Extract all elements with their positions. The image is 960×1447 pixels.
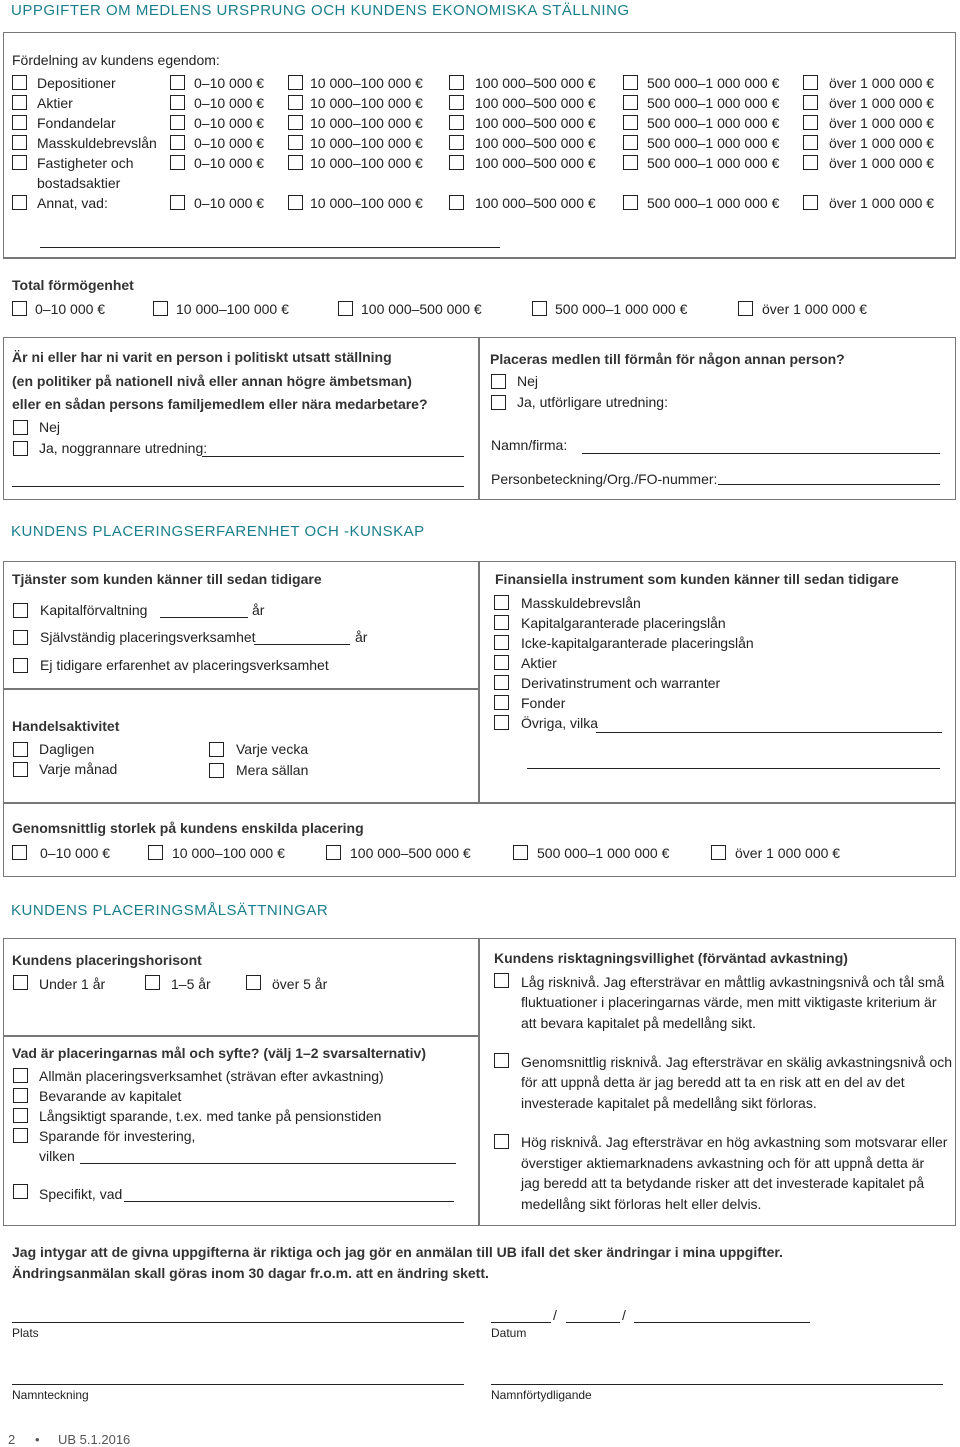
services-label-3: Ej tidigare erfarenhet av placeringsverksamhet: [40, 657, 329, 673]
asset-range-label: över 1 000 000 €: [829, 75, 935, 91]
date-separator-2: /: [622, 1307, 626, 1323]
asset-range-checkbox[interactable]: [449, 155, 464, 170]
purpose-label-2: Bevarande av kapitalet: [39, 1088, 182, 1104]
asset-range-label: 10 000–100 000 €: [310, 115, 423, 131]
instrument-label: Kapitalgaranterade placeringslån: [521, 615, 726, 631]
total-range-label: över 1 000 000 €: [762, 301, 868, 317]
risk-high-line-1: Hög risknivå. Jag eftersträvar en hög avkastning som motsvarar eller: [521, 1134, 948, 1150]
purpose-checkbox-4[interactable]: [13, 1128, 28, 1143]
total-range-checkbox[interactable]: [532, 301, 547, 316]
risk-mid-checkbox[interactable]: [494, 1053, 509, 1068]
footer-bullet: •: [35, 1432, 40, 1447]
asset-row-checkbox[interactable]: [12, 115, 27, 130]
section-title-origin: UPPGIFTER OM MEDLENS URSPRUNG OCH KUNDENS EKONOMISKA STÄLLNING: [11, 2, 630, 19]
asset-range-label: 500 000–1 000 000 €: [647, 75, 780, 91]
risk-high-line-2: överstiger aktiemarknadens avkastning och för att uppnå detta är: [521, 1155, 925, 1171]
beneficiary-name-field[interactable]: [582, 453, 940, 454]
asset-range-checkbox[interactable]: [803, 115, 818, 130]
asset-range-label: 500 000–1 000 000 €: [647, 115, 780, 131]
risk-high-line-3: jag beredd att ta betydande risker att det investerade kapitalet på: [521, 1175, 925, 1191]
trading-rarely-checkbox[interactable]: [209, 763, 224, 778]
risk-mid-line-2: för att uppnå detta är jag beredd att ta en risk att en del av det: [521, 1074, 905, 1090]
footer-code: UB 5.1.2016: [58, 1432, 131, 1447]
instrument-checkbox[interactable]: [494, 615, 509, 630]
asset-range-checkbox[interactable]: [170, 95, 185, 110]
assets-title: Fördelning av kundens egendom:: [12, 52, 220, 68]
instrument-checkbox[interactable]: [494, 595, 509, 610]
instrument-label: Derivatinstrument och warranter: [521, 675, 721, 691]
pep-no-label: Nej: [39, 419, 61, 435]
asset-range-checkbox[interactable]: [288, 135, 303, 150]
services-years-field-2[interactable]: [254, 644, 350, 645]
instrument-label: Aktier: [521, 655, 557, 671]
asset-range-label: över 1 000 000 €: [829, 135, 935, 151]
asset-range-checkbox[interactable]: [623, 195, 638, 210]
asset-range-label: 0–10 000 €: [194, 155, 265, 171]
horizon-label-2: 1–5 år: [171, 976, 211, 992]
purpose-label-4: Sparande för investering,: [39, 1128, 196, 1144]
instrument-label: Masskuldebrevslån: [521, 595, 641, 611]
trading-monthly-checkbox[interactable]: [13, 762, 28, 777]
asset-range-label: 10 000–100 000 €: [310, 75, 423, 91]
total-range-label: 0–10 000 €: [35, 301, 106, 317]
asset-range-checkbox[interactable]: [803, 155, 818, 170]
date-year-field[interactable]: [634, 1322, 810, 1323]
page-number: 2: [8, 1432, 16, 1447]
purpose-specific-field[interactable]: [124, 1201, 454, 1202]
pep-question-2: (en politiker på nationell nivå eller annan högre ämbetsman): [12, 373, 412, 389]
horizon-label-1: Under 1 år: [39, 976, 106, 992]
asset-range-label: 0–10 000 €: [194, 135, 265, 151]
pep-question-1: Är ni eller har ni varit en person i politiskt utsatt ställning: [12, 349, 392, 365]
risk-high-checkbox[interactable]: [494, 1134, 509, 1149]
asset-range-label: 0–10 000 €: [194, 115, 265, 131]
asset-row-checkbox[interactable]: [12, 155, 27, 170]
avg-size-box: [3, 803, 956, 877]
trading-title: Handelsaktivitet: [12, 718, 120, 734]
asset-range-checkbox[interactable]: [449, 75, 464, 90]
avg-size-range-checkbox[interactable]: [148, 845, 163, 860]
asset-range-checkbox[interactable]: [449, 135, 464, 150]
trading-monthly-label: Varje månad: [39, 761, 118, 777]
asset-row-checkbox[interactable]: [12, 195, 27, 210]
asset-range-checkbox[interactable]: [449, 95, 464, 110]
declaration-line-2: Ändringsanmälan skall göras inom 30 dagar fr.o.m. att en ändring skett.: [12, 1265, 489, 1281]
pep-question-3: eller en sådan persons familjemedlem eller nära medarbetare?: [12, 396, 428, 412]
asset-range-label: 100 000–500 000 €: [475, 135, 596, 151]
asset-range-label: 0–10 000 €: [194, 95, 265, 111]
date-label: Datum: [491, 1326, 527, 1340]
trading-rarely-label: Mera sällan: [236, 762, 309, 778]
total-range-checkbox[interactable]: [153, 301, 168, 316]
beneficiary-question: Placeras medlen till förmån för någon annan person?: [490, 351, 845, 367]
risk-low-line-3: att bevara kapitalet på medellång sikt.: [521, 1015, 757, 1031]
avg-size-range-checkbox[interactable]: [513, 845, 528, 860]
asset-row-checkbox[interactable]: [12, 135, 27, 150]
asset-range-label: 100 000–500 000 €: [475, 95, 596, 111]
asset-range-label: 10 000–100 000 €: [310, 95, 423, 111]
asset-range-label: över 1 000 000 €: [829, 155, 935, 171]
asset-row-label: Masskuldebrevslån: [37, 135, 157, 151]
services-checkbox-1[interactable]: [13, 603, 28, 618]
declaration-line-1: Jag intygar att de givna uppgifterna är riktiga och jag gör en anmälan till UB ifall det sker ändringar i mina uppgifter.: [12, 1244, 783, 1260]
name-clarification-label: Namnförtydligande: [491, 1388, 592, 1402]
date-separator-1: /: [553, 1307, 557, 1323]
purpose-label-3: Långsiktigt sparande, t.ex. med tanke på pensionstiden: [39, 1108, 382, 1124]
beneficiary-name-label: Namn/firma:: [491, 437, 568, 453]
asset-range-label: 100 000–500 000 €: [475, 75, 596, 91]
asset-range-label: 500 000–1 000 000 €: [647, 195, 780, 211]
services-checkbox-3[interactable]: [13, 658, 28, 673]
asset-range-label: 100 000–500 000 €: [475, 115, 596, 131]
avg-size-range-checkbox[interactable]: [326, 845, 341, 860]
total-range-label: 100 000–500 000 €: [361, 301, 482, 317]
asset-row-label: Aktier: [37, 95, 73, 111]
total-range-label: 10 000–100 000 €: [176, 301, 289, 317]
total-range-checkbox[interactable]: [738, 301, 753, 316]
beneficiary-id-label: Personbeteckning/Org./FO-nummer:: [491, 471, 718, 487]
asset-range-checkbox[interactable]: [288, 75, 303, 90]
asset-range-checkbox[interactable]: [623, 155, 638, 170]
place-label: Plats: [12, 1326, 39, 1340]
risk-high-line-4: medellång sikt förloras helt eller delvis.: [521, 1196, 762, 1212]
avg-size-range-checkbox[interactable]: [12, 845, 27, 860]
asset-row-checkbox[interactable]: [12, 75, 27, 90]
avg-size-range-label: 100 000–500 000 €: [350, 845, 471, 861]
avg-size-range-checkbox[interactable]: [711, 845, 726, 860]
avg-size-range-label: över 1 000 000 €: [735, 845, 841, 861]
purpose-which-field[interactable]: [80, 1163, 456, 1164]
asset-row-label: Depositioner: [37, 75, 116, 91]
pep-yes-label: Ja, noggrannare utredning:: [39, 440, 208, 456]
asset-row-checkbox[interactable]: [12, 95, 27, 110]
instrument-label: Icke-kapitalgaranterade placeringslån: [521, 635, 754, 651]
avg-size-range-label: 0–10 000 €: [40, 845, 111, 861]
total-range-checkbox[interactable]: [12, 301, 27, 316]
services-suffix-1: år: [252, 602, 265, 618]
asset-range-label: 500 000–1 000 000 €: [647, 155, 780, 171]
signature-field[interactable]: [12, 1384, 464, 1385]
asset-range-label: 500 000–1 000 000 €: [647, 95, 780, 111]
services-title: Tjänster som kunden känner till sedan tidigare: [12, 571, 322, 587]
pep-explain-line-2[interactable]: [12, 486, 464, 487]
instrument-checkbox[interactable]: [494, 695, 509, 710]
asset-row-label: Annat, vad:: [37, 195, 108, 211]
pep-yes-checkbox[interactable]: [13, 441, 28, 456]
asset-range-checkbox[interactable]: [803, 95, 818, 110]
section-title-goals: KUNDENS PLACERINGSMÅLSÄTTNINGAR: [11, 902, 329, 919]
asset-range-checkbox[interactable]: [623, 75, 638, 90]
asset-range-checkbox[interactable]: [170, 75, 185, 90]
asset-range-label: 10 000–100 000 €: [310, 195, 423, 211]
asset-range-label: 100 000–500 000 €: [475, 155, 596, 171]
asset-range-label: över 1 000 000 €: [829, 95, 935, 111]
beneficiary-yes-checkbox[interactable]: [491, 395, 506, 410]
services-years-field-1[interactable]: [160, 617, 248, 618]
asset-range-checkbox[interactable]: [288, 95, 303, 110]
risk-mid-line-1: Genomsnittlig risknivå. Jag eftersträvar en skälig avkastningsnivå och: [521, 1054, 953, 1070]
asset-range-checkbox[interactable]: [170, 155, 185, 170]
risk-low-line-2: fluktuationer i placeringarnas värde, men mitt viktigaste kriterium är: [521, 994, 937, 1010]
purpose-checkbox-3[interactable]: [13, 1108, 28, 1123]
asset-range-checkbox[interactable]: [449, 195, 464, 210]
asset-range-checkbox[interactable]: [170, 195, 185, 210]
trading-weekly-checkbox[interactable]: [209, 742, 224, 757]
asset-range-label: 100 000–500 000 €: [475, 195, 596, 211]
asset-range-checkbox[interactable]: [170, 115, 185, 130]
purpose-label-1: Allmän placeringsverksamhet (strävan efter avkastning): [39, 1068, 384, 1084]
beneficiary-yes-label: Ja, utförligare utredning:: [517, 394, 668, 410]
instruments-other-line-2[interactable]: [527, 768, 940, 769]
asset-range-label: 0–10 000 €: [194, 195, 265, 211]
beneficiary-no-checkbox[interactable]: [491, 374, 506, 389]
signature-label: Namnteckning: [12, 1388, 89, 1402]
risk-title: Kundens risktagningsvillighet (förväntad avkastning): [494, 950, 848, 966]
asset-range-checkbox[interactable]: [623, 95, 638, 110]
section-title-experience: KUNDENS PLACERINGSERFARENHET OCH -KUNSKAP: [11, 523, 425, 540]
services-label-1: Kapitalförvaltning: [40, 602, 148, 618]
horizon-label-3: över 5 år: [272, 976, 328, 992]
instrument-checkbox[interactable]: [494, 655, 509, 670]
purpose-checkbox-5[interactable]: [13, 1184, 28, 1199]
purpose-title: Vad är placeringarnas mål och syfte? (välj 1–2 svarsalternativ): [12, 1045, 426, 1061]
risk-low-line-1: Låg risknivå. Jag eftersträvar en måttlig avkastningsnivå och tål små: [521, 974, 945, 990]
horizon-checkbox-1[interactable]: [13, 975, 28, 990]
purpose-specific-label: Specifikt, vad: [39, 1186, 123, 1202]
avg-size-range-label: 500 000–1 000 000 €: [537, 845, 670, 861]
asset-range-label: 500 000–1 000 000 €: [647, 135, 780, 151]
avg-size-range-label: 10 000–100 000 €: [172, 845, 285, 861]
services-checkbox-2[interactable]: [13, 630, 28, 645]
asset-range-checkbox[interactable]: [449, 115, 464, 130]
total-range-label: 500 000–1 000 000 €: [555, 301, 688, 317]
instrument-checkbox[interactable]: [494, 635, 509, 650]
asset-range-checkbox[interactable]: [623, 135, 638, 150]
trading-daily-label: Dagligen: [39, 741, 95, 757]
asset-range-label: 0–10 000 €: [194, 75, 265, 91]
asset-range-label: över 1 000 000 €: [829, 115, 935, 131]
other-asset-line: [40, 247, 500, 248]
asset-range-checkbox[interactable]: [288, 195, 303, 210]
name-clarification-field[interactable]: [491, 1384, 943, 1385]
asset-row-label-2: bostadsaktier: [37, 175, 121, 191]
asset-range-label: över 1 000 000 €: [829, 195, 935, 211]
asset-range-checkbox[interactable]: [623, 115, 638, 130]
horizon-title: Kundens placeringshorisont: [12, 952, 202, 968]
instruments-other-field[interactable]: [596, 732, 942, 733]
date-month-field[interactable]: [566, 1322, 620, 1323]
instrument-label: Fonder: [521, 695, 566, 711]
asset-range-label: 10 000–100 000 €: [310, 155, 423, 171]
asset-row-label: Fastigheter och: [37, 155, 134, 171]
avg-size-title: Genomsnittlig storlek på kundens enskilda placering: [12, 820, 364, 836]
services-suffix-2: år: [355, 629, 368, 645]
beneficiary-no-label: Nej: [517, 373, 539, 389]
instrument-checkbox[interactable]: [494, 675, 509, 690]
risk-mid-line-3: investerade kapitalet på medellång sikt förloras.: [521, 1095, 817, 1111]
trading-weekly-label: Varje vecka: [236, 741, 309, 757]
pep-explain-line-1[interactable]: [202, 456, 464, 457]
asset-row-label: Fondandelar: [37, 115, 116, 131]
instrument-label: Övriga, vilka: [521, 715, 599, 731]
total-wealth-title: Total förmögenhet: [12, 277, 134, 293]
asset-range-label: 10 000–100 000 €: [310, 135, 423, 151]
date-day-field[interactable]: [491, 1322, 551, 1323]
total-range-checkbox[interactable]: [338, 301, 353, 316]
pep-no-checkbox[interactable]: [13, 420, 28, 435]
asset-range-checkbox[interactable]: [803, 75, 818, 90]
instrument-checkbox[interactable]: [494, 715, 509, 730]
risk-low-checkbox[interactable]: [494, 973, 509, 988]
asset-range-checkbox[interactable]: [803, 195, 818, 210]
purpose-checkbox-1[interactable]: [13, 1068, 28, 1083]
asset-range-checkbox[interactable]: [170, 135, 185, 150]
asset-range-checkbox[interactable]: [803, 135, 818, 150]
trading-daily-checkbox[interactable]: [13, 742, 28, 757]
services-label-2: Självständig placeringsverksamhet: [40, 629, 256, 645]
purpose-which-label: vilken: [39, 1148, 75, 1164]
horizon-checkbox-3[interactable]: [246, 975, 261, 990]
horizon-checkbox-2[interactable]: [145, 975, 160, 990]
instruments-title: Finansiella instrument som kunden känner till sedan tidigare: [495, 571, 899, 587]
beneficiary-id-field[interactable]: [718, 484, 940, 485]
purpose-checkbox-2[interactable]: [13, 1088, 28, 1103]
asset-range-checkbox[interactable]: [288, 115, 303, 130]
place-field[interactable]: [12, 1322, 464, 1323]
asset-range-checkbox[interactable]: [288, 155, 303, 170]
